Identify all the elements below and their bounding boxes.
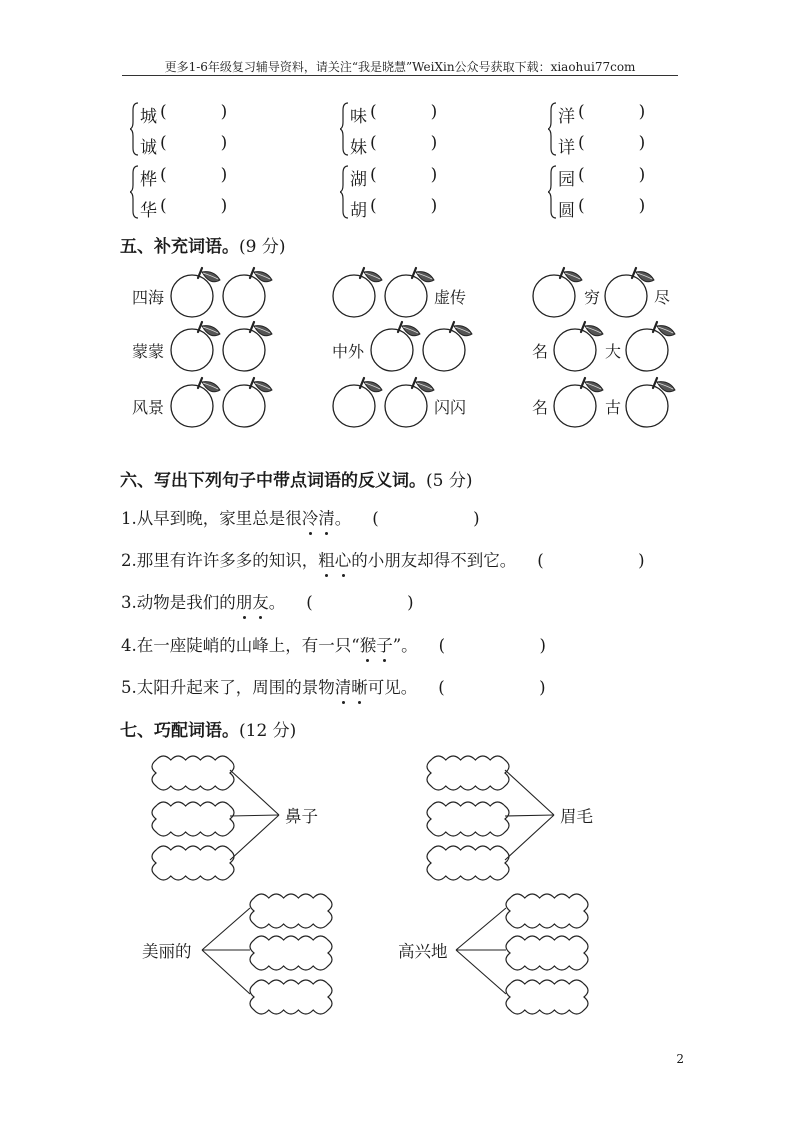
given-word: 尽	[654, 288, 671, 307]
cloud-blank-icon[interactable]	[506, 894, 588, 928]
cloud-blank-icon[interactable]	[152, 756, 234, 790]
cloud-blank-icon[interactable]	[506, 980, 588, 1014]
given-word: 穷	[584, 288, 601, 307]
page-header: 更多1-6年级复习辅导资料，请关注“我是晓慧”WeiXin公众号获取下载：xiaohui77com	[164, 60, 636, 74]
pair-char: 湖	[350, 170, 367, 190]
sentence-text: 3.动物是我们的	[121, 593, 236, 612]
answer-blank[interactable]: ( )	[372, 509, 480, 528]
given-word: 闪闪	[434, 398, 467, 417]
given-word: 中外	[332, 342, 365, 361]
dotted-word-char: 冷	[302, 505, 319, 529]
answer-blank[interactable]: ( )	[160, 165, 228, 185]
pair-char: 妹	[350, 138, 367, 158]
given-word: 大	[605, 342, 622, 361]
cloud-blank-icon[interactable]	[152, 802, 234, 836]
sentence-text: 2.那里有许许多多的知识，	[121, 551, 319, 570]
pair-char: 胡	[350, 201, 367, 221]
answer-blank[interactable]: ( )	[306, 593, 414, 612]
connector-line	[202, 950, 250, 994]
connector-line	[505, 815, 554, 816]
given-word: 蒙蒙	[132, 342, 165, 361]
sentence-text: 5.太阳升起来了，周围的景物	[121, 678, 335, 697]
cloud-blank-icon[interactable]	[427, 802, 509, 836]
sentence-text: ”。	[392, 636, 439, 655]
section6-title-text: 六、写出下列句子中带点词语的反义词。	[120, 471, 426, 491]
answer-blank[interactable]: ( )	[578, 133, 646, 153]
pair-char: 诚	[140, 138, 157, 158]
section7-points: (12 分)	[239, 721, 297, 741]
cloud-blank-icon[interactable]	[427, 756, 509, 790]
sentence-text: 4.在一座陡峭的山峰上，有一只“	[121, 636, 360, 655]
given-word: 四海	[132, 288, 165, 307]
answer-blank[interactable]: ( )	[438, 636, 546, 655]
connector-line	[456, 908, 506, 950]
dotted-word-char: 心	[335, 547, 352, 571]
section5-points: (9 分)	[239, 237, 286, 257]
dotted-word-char: 粗	[318, 547, 335, 571]
sentence-text: 可见。	[367, 678, 439, 697]
answer-blank[interactable]: ( )	[160, 102, 228, 122]
dotted-word-char: 晰	[351, 674, 368, 698]
sentence-text: 。	[268, 593, 307, 612]
dotted-word-char: 子	[376, 632, 393, 656]
given-word: 名	[532, 342, 549, 361]
answer-blank[interactable]: ( )	[160, 133, 228, 153]
match-word-happily: 高兴地	[398, 942, 448, 961]
pair-char: 城	[140, 107, 157, 127]
dotted-word-char: 清	[335, 674, 352, 698]
section5-title-text: 五、补充词语。	[120, 237, 239, 257]
sentence-text: 。	[334, 509, 373, 528]
answer-blank[interactable]: ( )	[578, 165, 646, 185]
connector-line	[505, 770, 554, 815]
answer-blank[interactable]: ( )	[578, 196, 646, 216]
answer-blank[interactable]: ( )	[537, 551, 645, 570]
answer-blank[interactable]: ( )	[438, 678, 546, 697]
dotted-word-char: 友	[252, 589, 269, 613]
dotted-word-char: 清	[318, 505, 335, 529]
connector-line	[456, 950, 506, 994]
page-number: 2	[676, 1052, 684, 1066]
pair-char: 华	[140, 201, 157, 221]
pair-char: 详	[558, 138, 575, 158]
dotted-word-char: 朋	[236, 589, 253, 613]
pair-char: 圆	[558, 201, 575, 221]
given-word: 虚传	[434, 288, 467, 307]
given-word: 古	[605, 398, 622, 417]
connector-line	[202, 908, 250, 950]
sentence-text: 的小朋友却得不到它。	[351, 551, 538, 570]
cloud-blank-icon[interactable]	[152, 846, 234, 880]
sentence-text: 1.从早到晚，家里总是很	[121, 509, 302, 528]
cloud-blank-icon[interactable]	[250, 936, 332, 970]
answer-blank[interactable]: ( )	[370, 102, 438, 122]
connector-line	[230, 815, 279, 860]
answer-blank[interactable]: ( )	[578, 102, 646, 122]
match-word-eyebrow: 眉毛	[560, 807, 593, 826]
section6-points: (5 分)	[426, 471, 473, 491]
match-word-beautiful: 美丽的	[142, 942, 192, 961]
connector-line	[230, 815, 279, 816]
cloud-blank-icon[interactable]	[250, 894, 332, 928]
connector-line	[505, 815, 554, 860]
answer-blank[interactable]: ( )	[160, 196, 228, 216]
answer-blank[interactable]: ( )	[370, 133, 438, 153]
given-word: 名	[532, 398, 549, 417]
pair-char: 园	[558, 170, 575, 190]
connector-line	[230, 770, 279, 815]
cloud-blank-icon[interactable]	[250, 980, 332, 1014]
match-word-nose: 鼻子	[285, 807, 318, 826]
cloud-blank-icon[interactable]	[506, 936, 588, 970]
answer-blank[interactable]: ( )	[370, 196, 438, 216]
cloud-blank-icon[interactable]	[427, 846, 509, 880]
pair-char: 桦	[140, 170, 157, 190]
answer-blank[interactable]: ( )	[370, 165, 438, 185]
pair-char: 味	[350, 107, 367, 127]
pair-char: 洋	[558, 107, 575, 127]
section7-title-text: 七、巧配词语。	[120, 721, 239, 741]
given-word: 风景	[132, 398, 165, 417]
dotted-word-char: 猴	[360, 632, 377, 656]
